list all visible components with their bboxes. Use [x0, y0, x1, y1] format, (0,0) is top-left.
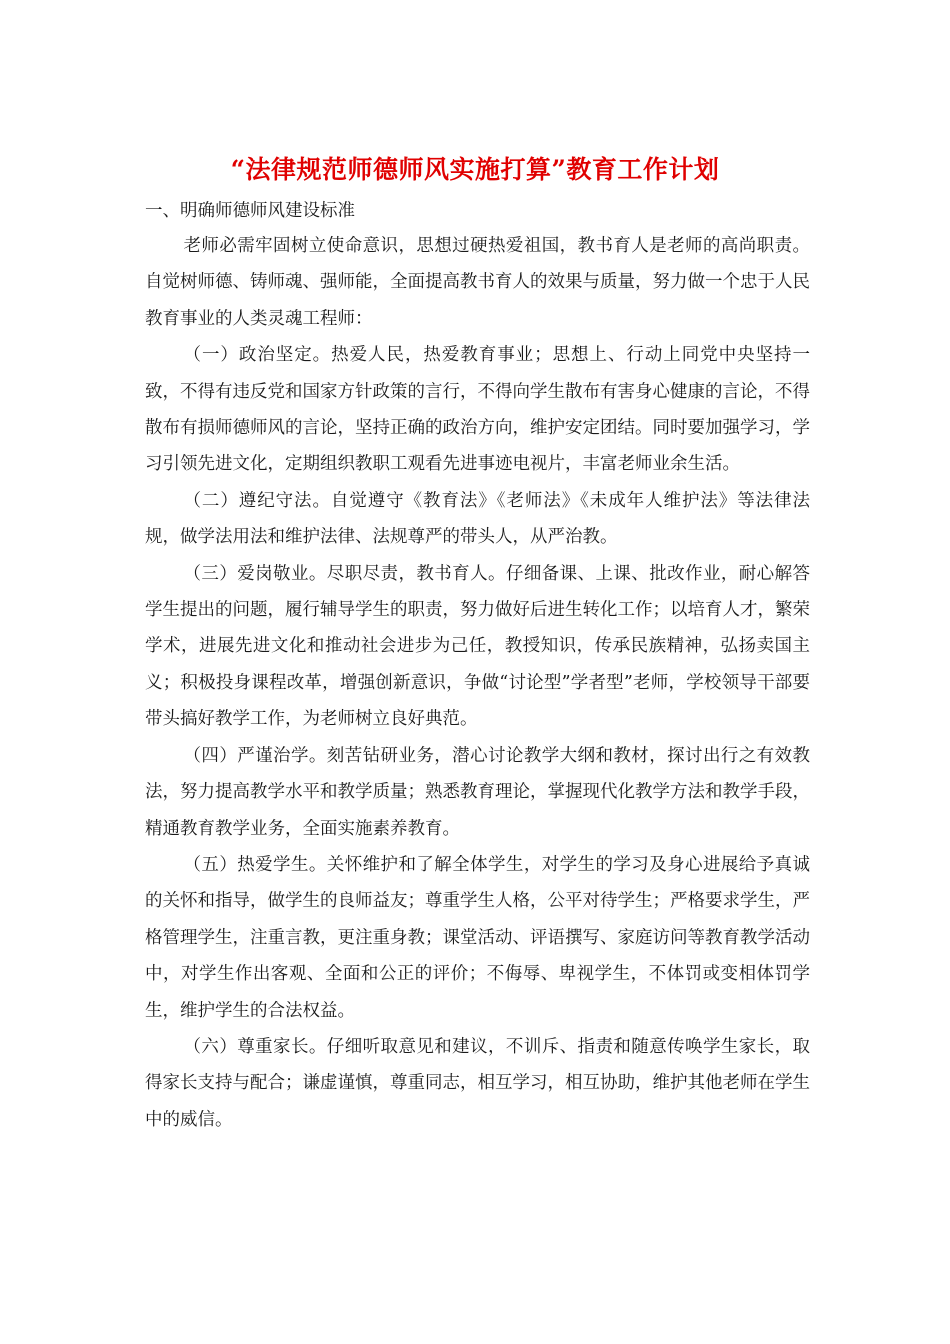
- paragraph-dedication: （三）爱岗敬业。尽职尽责，教书育人。仔细备课、上课、批改作业，耐心解答学生提出的问题，履行辅导学生的职责，努力做好后进生转化工作；以培育人才，繁荣学术，进展先进文化和推动社会进步为己任，教授知识，传承民族精神，弘扬卖国主义；积极投身课程改革，增强创新意识，争做“讨论型”学者型”老师，学校领导干部要带头搞好教学工作，为老师树立良好典范。: [145, 563, 810, 730]
- paragraph-scholarship: （四）严谨治学。刻苦钻研业务，潜心讨论教学大纲和教材，探讨出行之有效教法，努力提高教学水平和教学质量；熟悉教育理论，掌握现代化教学方法和教学手段，精通教育教学业务，全面实施素养教育。: [145, 745, 810, 839]
- paragraph-law: （二）遵纪守法。自觉遵守《教育法》《老师法》《未成年人维护法》等法律法规，做学法用法和维护法律、法规尊严的带头人，从严治教。: [145, 490, 810, 548]
- paragraph-intro: 老师必需牢固树立使命意识，思想过硬热爱祖国，教书育人是老师的高尚职责。自觉树师德、铸师魂、强师能，全面提高教书育人的效果与质量，努力做一个忠于人民教育事业的人类灵魂工程师：: [145, 236, 810, 329]
- paragraph-students: （五）热爱学生。关怀维护和了解全体学生，对学生的学习及身心进展给予真诚的关怀和指导，做学生的良师益友；尊重学生人格，公平对待学生；严格要求学生，严格管理学生，注重言教，更注重身教；课堂活动、评语撰写、家庭访问等教育教学活动中，对学生作出客观、全面和公正的评价；不侮辱、卑视学生，不体罚或变相体罚学生，维护学生的合法权益。: [145, 854, 810, 1021]
- paragraph-political: （一）政治坚定。热爱人民，热爱教育事业；思想上、行动上同党中央坚持一致，不得有违反党和国家方针政策的言行，不得向学生散布有害身心健康的言论，不得散布有损师德师风的言论，坚持正确的政治方向，维护安定团结。同时要加强学习，学习引领先进文化，定期组织教职工观看先进事迹电视片，丰富老师业余生活。: [145, 345, 810, 475]
- paragraph-parents: （六）尊重家长。仔细听取意见和建议，不训斥、指责和随意传唤学生家长，取得家长支持与配合；谦虚谨慎，尊重同志，相互学习，相互协助，维护其他老师在学生中的威信。: [145, 1036, 810, 1130]
- document-title: “法律规范师德师风实施打算”教育工作计划: [230, 155, 720, 184]
- section-heading: 一、明确师德师风建设标准: [145, 201, 355, 221]
- document-body: [145, 228, 810, 1138]
